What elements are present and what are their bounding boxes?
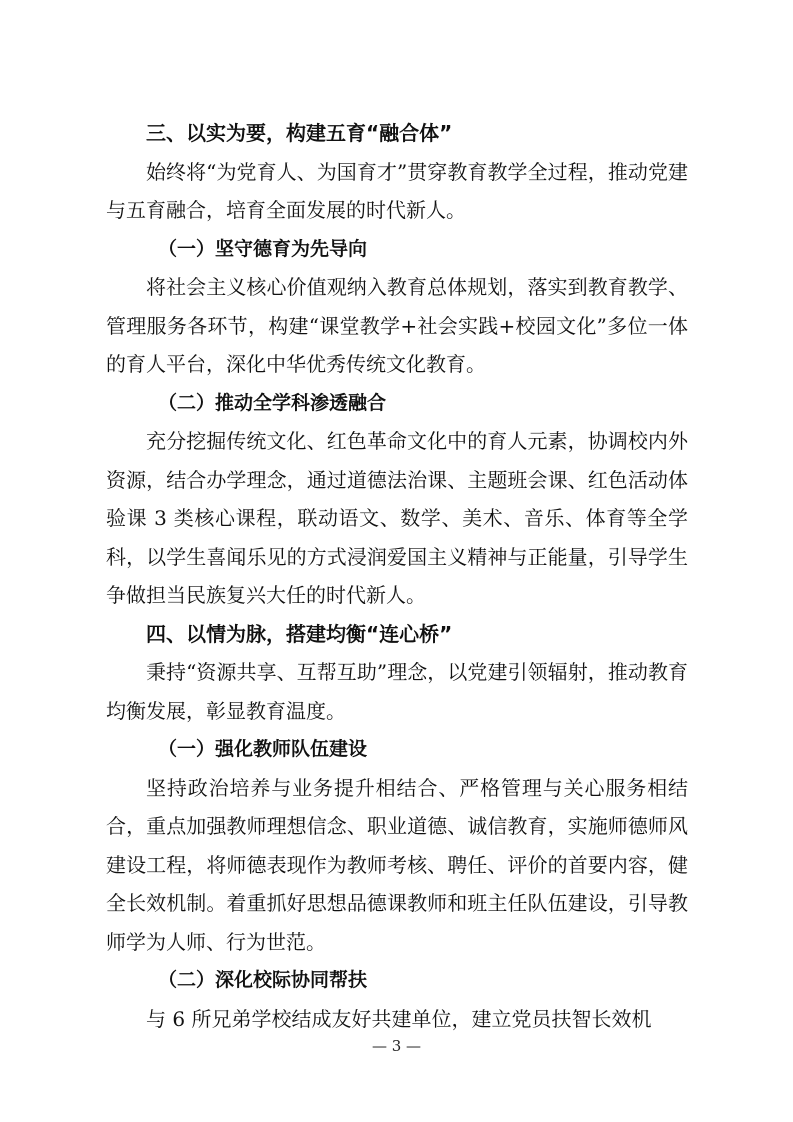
section-heading-3: 三、以实为要，构建五育“融合体” [146,121,453,145]
subsection-heading: （二）深化校际协同帮扶 [158,969,368,991]
paragraph: 将社会主义核心价值观纳入教育总体规划，落实到教育教学、管理服务各环节，构建“课堂教学+社会实践+校园文化”多位一体的育人平台，深化中华优秀传统文化教育。 [106,275,688,376]
paragraph: 始终将“为党育人、为国育才”贯穿教育教学全过程，推动党建与五育融合，培育全面发展的时代新人。 [106,159,688,222]
document-body [106,114,688,1038]
section-heading-4: 四、以情为脉，搭建均衡“连心桥” [146,621,453,646]
paragraph: 秉持“资源共享、互帮互助”理念，以党建引领辐射，推动教育均衡发展，彰显教育温度。 [106,660,688,723]
paragraph: 与 6 所兄弟学校结成友好共建单位，建立党员扶智长效机 [146,1006,652,1031]
paragraph: 充分挖掘传统文化、红色革命文化中的育人元素，协调校内外资源，结合办学理念，通过道德法治课、主题班会课、红色活动体验课 3 类核心课程，联动语文、数学、美术、音乐、体育等全学科，以学生喜闻乐见的方式浸润爱国主义精神与正能量，引导学生争做担当民族复兴大任的时代新人。 [106,429,688,607]
subsection-heading: （一）强化教师队伍建设 [158,738,368,760]
paragraph: 坚持政治培养与业务提升相结合、严格管理与关心服务相结合，重点加强教师理想信念、职业道德、诚信教育，实施师德师风建设工程，将师德表现作为教师考核、聘任、评价的首要内容，健全长效机制。着重抓好思想品德课教师和班主任队伍建设，引导教师学为人师、行为世范。 [106,775,688,954]
subsection-heading: （二）推动全学科渗透融合 [158,391,387,414]
subsection-heading: （一）坚守德育为先导向 [158,237,368,260]
page-number: — 3 — [371,1037,422,1055]
